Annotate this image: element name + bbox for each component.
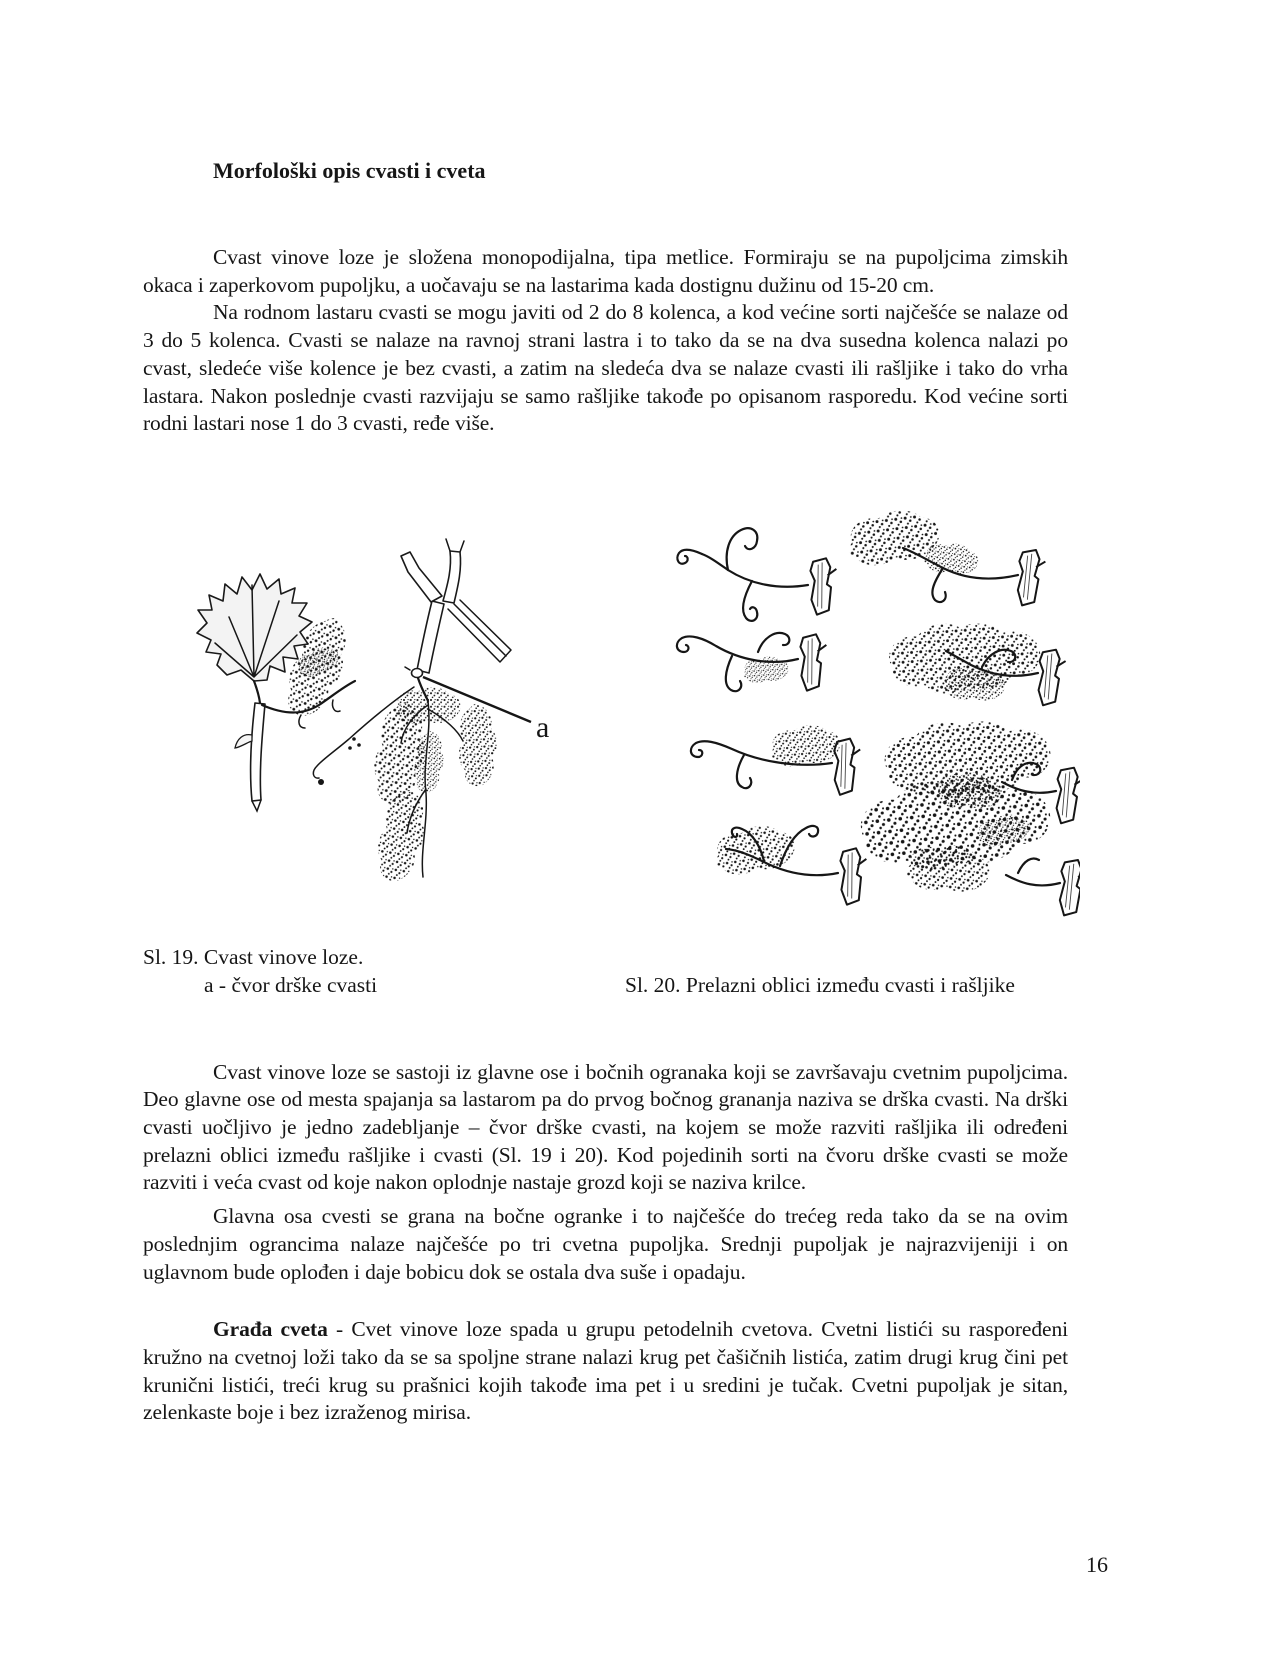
fig20-sketch-2 bbox=[845, 506, 1046, 607]
paragraph-1: Cvast vinove loze je složena monopodijalna, tipa metlice. Formiraju se na pupoljcima zimskih okaca i zaperkovom pupoljku, a uočavaju se na lastarima kada dostignu dužinu od 15-20 cm. bbox=[143, 245, 1068, 297]
figure-captions-row bbox=[143, 972, 1068, 1000]
figure-19-caption: Sl. 19. Cvast vinove loze. bbox=[143, 944, 364, 969]
paragraph-2: Na rodnom lastaru cvasti se mogu javiti od 2 do 8 kolenca, a kod većine sorti najčešće se nalaze od 3 do 5 kolenca. Cvasti se nalaze na ravnoj strani lastra i to tako da se na dva susedna kolenca nalazi po cvast, sledeće više kolence je bez cvasti, a zatim na sledeća dva se nalaze cvasti ili rašljike i tako do vrha lastara. Nakon poslednje cvasti razvijaju se samo rašljike takođe po opisanom rasporedu. Kod većine sorti rodni lastari nose 1 do 3 cvasti, ređe više. bbox=[143, 300, 1068, 436]
page-number: 16 bbox=[1086, 1552, 1108, 1577]
fig19-label-a: a bbox=[536, 710, 550, 744]
figure-sl19-inflorescence-drawing bbox=[151, 489, 581, 919]
fig19-forked-cane bbox=[401, 539, 511, 673]
text-column bbox=[143, 0, 1068, 1427]
paragraph-5-rest: - Cvet vinove loze spada u grupu petodelnih cvetova. Cvetni listići su raspoređeni kružno na cvetnoj loži tako da se sa spoljne strane nalazi krug pet čašičnih listića, zatim drugi krug čini pet krunični listići, treći krug su prašnici kojih takođe ima pet i u sredini je tučak. Cvetni pupoljak je sitan, zelenkaste boje i bez izraženog mirisa. bbox=[143, 1317, 1068, 1425]
figure-19-subcaption: a - čvor drške cvasti bbox=[204, 972, 378, 997]
figure-sl20-transitional-forms-drawing bbox=[640, 489, 1080, 921]
fig19-main-inflorescence bbox=[370, 678, 500, 885]
paragraph-4: Glavna osa cvesti se grana na bočne ogranke i to najčešće do trećeg reda tako da se na ovim poslednjim ograncima nalaze najčešće po tri cvetna pupoljka. Srednji pupoljak je najrazvijeniji i on uglavnom bude oplođen i daje bobicu dok se ostala dva suše i opadaju. bbox=[143, 1204, 1068, 1284]
fig20-sketch-4 bbox=[887, 617, 1066, 706]
fig19-node-cvor bbox=[405, 667, 423, 678]
fig20-sketch-7 bbox=[712, 821, 868, 904]
fig20-sketch-3 bbox=[677, 633, 828, 691]
fig20-sketch-1 bbox=[677, 528, 838, 621]
page-title: Morfološki opis cvasti i cveta bbox=[213, 158, 486, 183]
figures-row bbox=[143, 489, 1083, 919]
paragraph-5 bbox=[143, 1316, 1068, 1427]
figure-20-caption: Sl. 20. Prelazni oblici između cvasti i rašljike bbox=[625, 972, 1015, 997]
paragraph-3: Cvast vinove loze se sastoji iz glavne ose i bočnih ogranaka koji se završavaju cvetnim pupoljcima. Deo glavne ose od mesta spajanja sa lastarom pa do prvog bočnog grananja naziva se drška cvasti. Na drški cvasti uočljivo je jedno zadebljanje – čvor drške cvasti, na kojem se može razviti rašljika ili određeni prelazni oblici između rašljike i cvasti (Sl. 19 i 20). Kod pojedinih sorti na čvoru drške cvasti se može razviti i veća cvast od koje nakon oplodnje nastaje grozd koji se naziva krilce. bbox=[143, 1059, 1068, 1195]
fig20-sketch-5 bbox=[691, 723, 861, 795]
paragraph-5-lead: Građa cveta bbox=[213, 1317, 328, 1342]
